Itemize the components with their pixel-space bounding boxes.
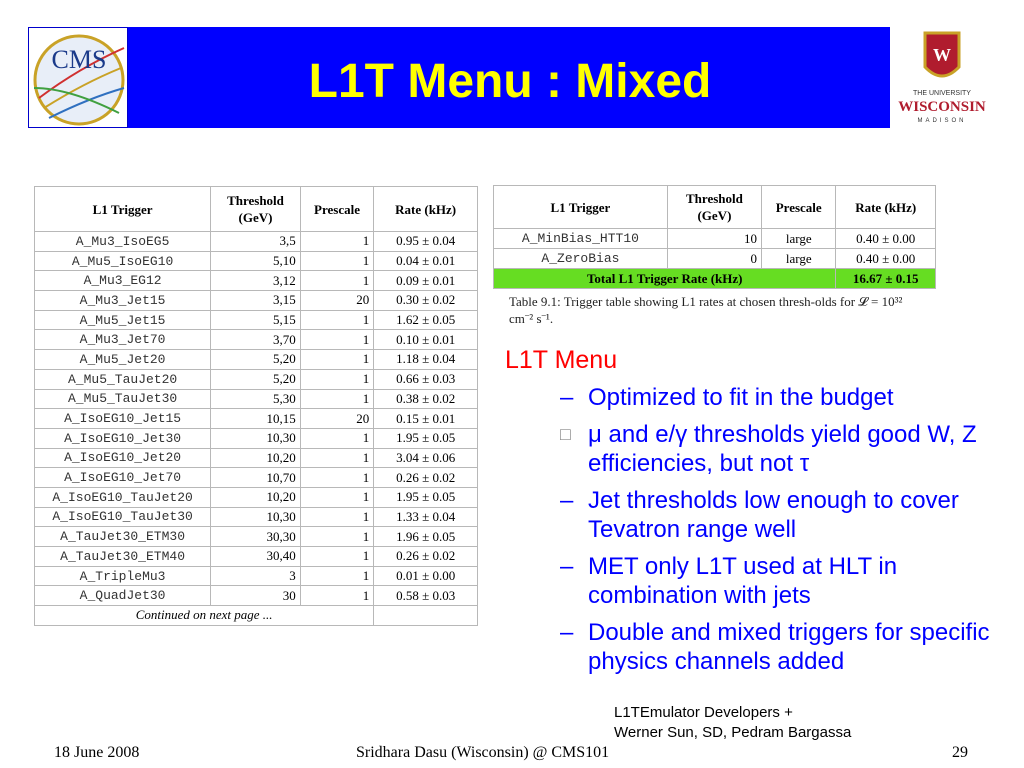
uw-logo-name: WISCONSIN [898, 99, 986, 115]
bullet-list [505, 346, 1015, 684]
prescale-value: 20 [300, 291, 373, 311]
prescale-value: large [762, 249, 836, 269]
prescale-value: 1 [300, 448, 373, 468]
bullet-item [505, 618, 1015, 676]
rate-value: 1.95 ± 0.05 [374, 428, 478, 448]
rate-value: 0.01 ± 0.00 [374, 566, 478, 586]
threshold-value: 3,5 [211, 232, 301, 252]
rate-value: 1.95 ± 0.05 [374, 487, 478, 507]
rate-value: 0.95 ± 0.04 [374, 232, 478, 252]
prescale-value: 1 [300, 487, 373, 507]
threshold-value: 10,15 [211, 409, 301, 429]
threshold-value: 5,30 [211, 389, 301, 409]
trigger-name: A_IsoEG10_TauJet30 [35, 507, 211, 527]
rate-value: 0.09 ± 0.01 [374, 271, 478, 291]
table-row [35, 547, 478, 567]
continued-note: Continued on next page ... [35, 606, 374, 626]
trigger-name: A_Mu3_Jet70 [35, 330, 211, 350]
prescale-value: 1 [300, 547, 373, 567]
uw-crest [890, 27, 994, 128]
footer-page-number: 29 [952, 744, 968, 761]
threshold-value: 5,20 [211, 350, 301, 370]
trigger-name: A_IsoEG10_Jet70 [35, 468, 211, 488]
threshold-value: 30,40 [211, 547, 301, 567]
table-caption: Table 9.1: Trigger table showing L1 rates at chosen thresh-olds for 𝓛 = 10³² cm⁻² s⁻¹. [509, 294, 903, 326]
trigger-name: A_IsoEG10_Jet20 [35, 448, 211, 468]
threshold-value: 3,15 [211, 291, 301, 311]
table-row [35, 310, 478, 330]
threshold-value: 10,20 [211, 448, 301, 468]
prescale-value: 1 [300, 350, 373, 370]
col-header-trigger: L1 Trigger [35, 187, 211, 232]
table-row [35, 468, 478, 488]
table-row [35, 271, 478, 291]
uw-logo [890, 27, 994, 128]
credit-line-2: Werner Sun, SD, Pedram Bargassa [614, 724, 852, 741]
table-row [35, 566, 478, 586]
cms-logo-text: CMS [51, 45, 107, 74]
threshold-value: 30,30 [211, 527, 301, 547]
bullet-item [505, 383, 1015, 412]
bullet-text: Double and mixed triggers for specific physics channels added [588, 619, 990, 675]
uw-logo-top: THE UNIVERSITY [913, 90, 971, 97]
threshold-value: 3,12 [211, 271, 301, 291]
rate-value: 3.04 ± 0.06 [374, 448, 478, 468]
trigger-name: A_TripleMu3 [35, 566, 211, 586]
rate-value: 1.62 ± 0.05 [374, 310, 478, 330]
rate-value: 0.30 ± 0.02 [374, 291, 478, 311]
trigger-name: A_IsoEG10_Jet15 [35, 409, 211, 429]
continued-row [35, 606, 478, 626]
total-rate-value: 16.67 ± 0.15 [836, 269, 936, 289]
trigger-name: A_MinBias_HTT10 [494, 229, 668, 249]
footer-date: 18 June 2008 [54, 744, 140, 761]
trigger-name: A_Mu5_TauJet30 [35, 389, 211, 409]
trigger-name: A_Mu5_TauJet20 [35, 369, 211, 389]
dash-marker: – [560, 553, 574, 580]
cms-logo-graphic [29, 28, 128, 128]
prescale-value: 1 [300, 428, 373, 448]
rate-value: 1.33 ± 0.04 [374, 507, 478, 527]
rate-value: 0.58 ± 0.03 [374, 586, 478, 606]
credit-line-1: L1TEmulator Developers + [614, 704, 793, 721]
table-row [35, 507, 478, 527]
rate-value: 0.40 ± 0.00 [836, 229, 936, 249]
table-row [35, 527, 478, 547]
col-header-threshold: Threshold (GeV) [211, 187, 301, 232]
prescale-value: 1 [300, 310, 373, 330]
table-row [35, 369, 478, 389]
table-row [35, 251, 478, 271]
threshold-value: 10,70 [211, 468, 301, 488]
table-row [35, 487, 478, 507]
total-rate-row [494, 269, 936, 289]
prescale-value: 1 [300, 507, 373, 527]
side-trigger-table [493, 185, 936, 289]
bullet-text: Jet thresholds low enough to cover Tevatron range well [588, 487, 959, 543]
dash-marker: – [560, 619, 574, 646]
prescale-value: 20 [300, 409, 373, 429]
bullet-text: MET only L1T used at HLT in combination with jets [588, 553, 898, 609]
rate-value: 0.66 ± 0.03 [374, 369, 478, 389]
bullet-item [505, 486, 1015, 544]
prescale-value: 1 [300, 232, 373, 252]
trigger-name: A_Mu5_Jet20 [35, 350, 211, 370]
trigger-name: A_IsoEG10_TauJet20 [35, 487, 211, 507]
trigger-name: A_QuadJet30 [35, 586, 211, 606]
side-col-header-threshold: Threshold (GeV) [667, 186, 761, 229]
prescale-value: 1 [300, 251, 373, 271]
side-col-header-prescale: Prescale [762, 186, 836, 229]
table-row [35, 350, 478, 370]
rate-value: 0.26 ± 0.02 [374, 468, 478, 488]
table-row [35, 330, 478, 350]
continued-empty-cell [374, 606, 478, 626]
col-header-rate: Rate (kHz) [374, 187, 478, 232]
threshold-value: 10 [667, 229, 761, 249]
trigger-name: A_Mu5_IsoEG10 [35, 251, 211, 271]
threshold-value: 3,70 [211, 330, 301, 350]
trigger-name: A_Mu3_Jet15 [35, 291, 211, 311]
total-rate-label: Total L1 Trigger Rate (kHz) [494, 269, 836, 289]
prescale-value: 1 [300, 468, 373, 488]
uw-logo-bottom: MADISON [917, 118, 967, 124]
prescale-value: 1 [300, 330, 373, 350]
bullet-item [505, 420, 1015, 478]
dash-marker: – [560, 384, 574, 411]
table-row [35, 428, 478, 448]
bullet-text: Optimized to fit in the budget [588, 384, 894, 411]
threshold-value: 3 [211, 566, 301, 586]
trigger-name: A_TauJet30_ETM30 [35, 527, 211, 547]
rate-value: 0.26 ± 0.02 [374, 547, 478, 567]
table-row [35, 232, 478, 252]
table-row [35, 448, 478, 468]
threshold-value: 5,10 [211, 251, 301, 271]
table-row [494, 229, 936, 249]
side-table-header-row [494, 186, 936, 229]
col-header-prescale: Prescale [300, 187, 373, 232]
threshold-value: 10,30 [211, 428, 301, 448]
table-row [35, 409, 478, 429]
rate-value: 1.96 ± 0.05 [374, 527, 478, 547]
threshold-value: 10,20 [211, 487, 301, 507]
bullet-text: μ and e/γ thresholds yield good W, Z efficiencies, but not τ [588, 421, 977, 477]
trigger-name: A_Mu3_EG12 [35, 271, 211, 291]
dash-marker: – [560, 487, 574, 514]
threshold-value: 10,30 [211, 507, 301, 527]
rate-value: 1.18 ± 0.04 [374, 350, 478, 370]
footer-author: Sridhara Dasu (Wisconsin) @ CMS101 [356, 744, 610, 761]
rate-value: 0.15 ± 0.01 [374, 409, 478, 429]
threshold-value: 0 [667, 249, 761, 269]
slide-header [0, 0, 1024, 128]
prescale-value: 1 [300, 527, 373, 547]
table-row [35, 586, 478, 606]
side-col-header-rate: Rate (kHz) [836, 186, 936, 229]
cms-logo [28, 27, 128, 128]
prescale-value: 1 [300, 586, 373, 606]
main-trigger-table [34, 186, 478, 626]
rate-value: 0.38 ± 0.02 [374, 389, 478, 409]
prescale-value: 1 [300, 369, 373, 389]
table-row [494, 249, 936, 269]
rate-value: 0.10 ± 0.01 [374, 330, 478, 350]
rate-value: 0.04 ± 0.01 [374, 251, 478, 271]
prescale-value: 1 [300, 271, 373, 291]
threshold-value: 5,20 [211, 369, 301, 389]
prescale-value: large [762, 229, 836, 249]
trigger-name: A_ZeroBias [494, 249, 668, 269]
prescale-value: 1 [300, 389, 373, 409]
side-col-header-trigger: L1 Trigger [494, 186, 668, 229]
main-table-header-row [35, 187, 478, 232]
threshold-value: 30 [211, 586, 301, 606]
trigger-name: A_Mu5_Jet15 [35, 310, 211, 330]
trigger-name: A_IsoEG10_Jet30 [35, 428, 211, 448]
rate-value: 0.40 ± 0.00 [836, 249, 936, 269]
trigger-name: A_TauJet30_ETM40 [35, 547, 211, 567]
slide-title: L1T Menu : Mixed [308, 55, 712, 108]
box-marker: □ [560, 424, 571, 444]
threshold-value: 5,15 [211, 310, 301, 330]
svg-text:W: W [933, 45, 951, 65]
trigger-name: A_Mu3_IsoEG5 [35, 232, 211, 252]
prescale-value: 1 [300, 566, 373, 586]
main-table-body [35, 232, 478, 606]
table-row [35, 389, 478, 409]
table-row [35, 291, 478, 311]
bullet-heading: L1T Menu [505, 346, 618, 374]
bullet-item [505, 552, 1015, 610]
credit-note [614, 703, 994, 743]
